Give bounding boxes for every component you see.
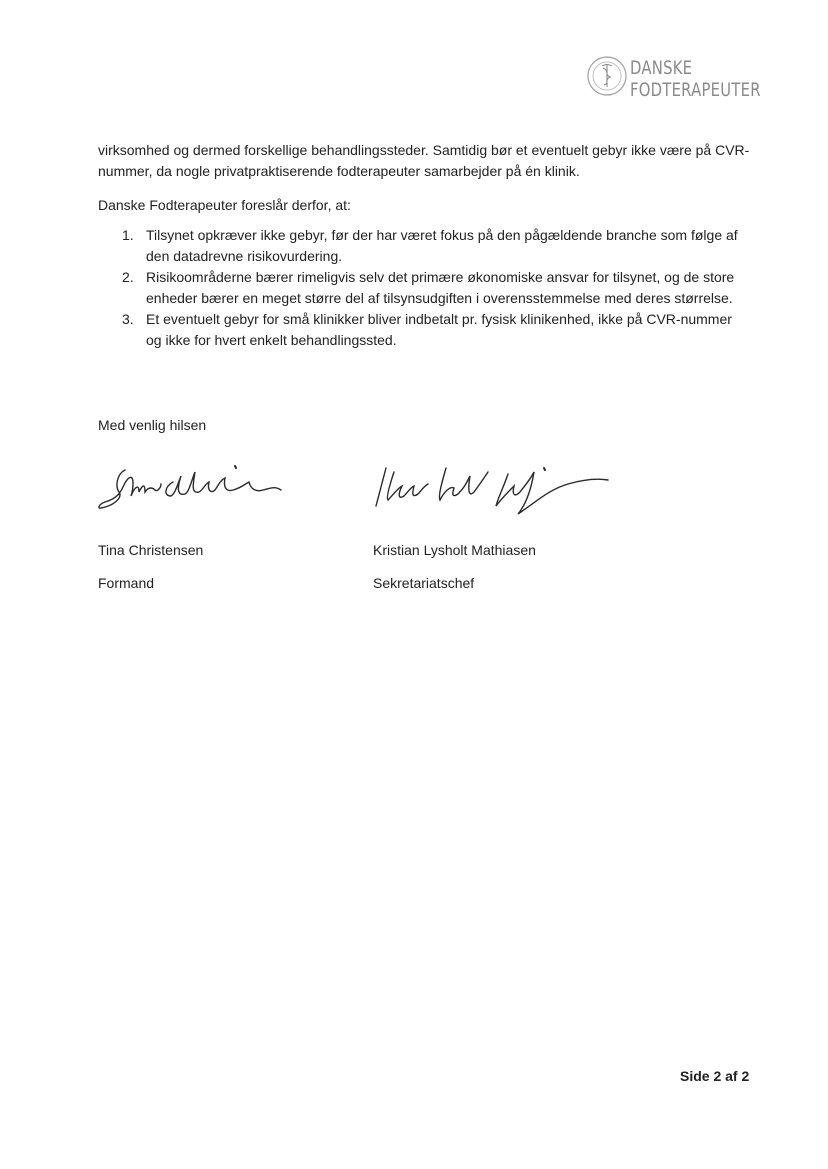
list-item: [98, 309, 738, 351]
list-number: 2.: [122, 269, 134, 285]
organization-logo: [586, 54, 761, 104]
logo-wordmark: [630, 57, 761, 101]
logo-line-1: DANSKE: [630, 57, 693, 79]
signature-tina-christensen: [95, 462, 285, 520]
proposal-list: [98, 225, 738, 351]
list-item: [98, 225, 738, 267]
logo-line-2: FODTERAPEUTER: [630, 79, 761, 101]
signature-kristian-lysholt-mathiasen: [368, 462, 613, 520]
list-number: 3.: [122, 311, 134, 327]
list-text: Et eventuelt gebyr for små klinikker bliver indbetalt pr. fysisk klinikenhed, ikke på CVR-nummer og ikke for hvert enkelt behandlingssted.: [146, 311, 732, 348]
seal-icon: [586, 54, 628, 98]
signatory-title: Sekretariatschef: [373, 575, 475, 591]
paragraph-1: virksomhed og dermed forskellige behandlingssteder. Samtidig bør et eventuelt gebyr ikke være på CVR-nummer, da nogle privatpraktiserende fodterapeuter samarbejder på én klinik.: [98, 142, 750, 179]
list-text: Risikoområderne bærer rimeligvis selv det primære økonomiske ansvar for tilsynet, og de store enheder bærer en meget større del af tilsynsudgiften i overensstemmelse med deres størrelse.: [146, 269, 735, 306]
signatory-name: Tina Christensen: [98, 542, 204, 558]
list-item: [98, 267, 738, 309]
closing-greeting: Med venlig hilsen: [98, 417, 207, 433]
list-text: Tilsynet opkræver ikke gebyr, før der har været fokus på den pågældende branche som følge af den datadrevne risikovurdering.: [146, 227, 738, 264]
signatory-title: Formand: [98, 575, 155, 591]
signatory-name: Kristian Lysholt Mathiasen: [373, 542, 536, 558]
paragraph-2: Danske Fodterapeuter foreslår derfor, at:: [98, 197, 351, 213]
list-number: 1.: [122, 227, 134, 243]
page-number: Side 2 af 2: [680, 1068, 750, 1084]
